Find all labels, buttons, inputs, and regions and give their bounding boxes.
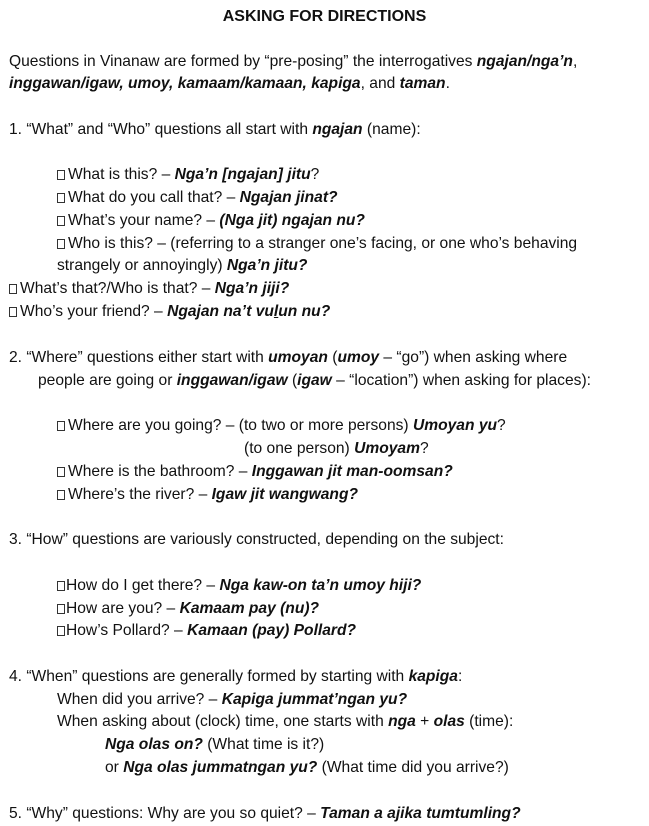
heading-text: 2. “Where” questions either start with [9, 349, 269, 366]
interrogative-kapiga: kapiga [311, 75, 361, 92]
section-1-heading [9, 120, 421, 140]
intro-punct: , [572, 53, 578, 70]
list-item [57, 165, 319, 185]
heading-text: people are going or [38, 372, 177, 389]
answer-vinanaw: Nga’n [ngajan] jitu [174, 166, 311, 183]
bullet-box-icon [9, 307, 17, 317]
answer-vinanaw: Nga’n jitu? [226, 257, 308, 274]
question-english: Who is this? – (referring to a stranger one’s facing, or one who’s behaving [68, 235, 578, 252]
example-line [105, 758, 509, 778]
answer-vinanaw: Kamaan (pay) Pollard? [187, 622, 357, 639]
question-english: How do I get there? – [66, 577, 220, 594]
answer-vinanaw: Nga’n jiji? [214, 280, 290, 297]
heading-text: ( [287, 372, 298, 389]
list-item-continuation [57, 256, 307, 276]
question-english: How are you? – [66, 600, 180, 617]
translation-text: (What time is it?) [202, 736, 325, 753]
question-english: What is this? – [68, 166, 175, 183]
explanation-text: When asking about (clock) time, one starts with [57, 713, 389, 730]
question-english: Where are you going? – (to two or more persons) [68, 417, 413, 434]
list-item [57, 621, 356, 641]
keyword-nga: nga [388, 713, 416, 730]
list-item [57, 576, 421, 596]
list-item [57, 485, 358, 505]
heading-keyword: igaw [297, 372, 332, 389]
intro-punct: , [169, 75, 178, 92]
answer-vinanaw: Nga olas on? [105, 736, 203, 753]
answer-vinanaw: Inggawan jit man-oomsan? [251, 463, 453, 480]
section-3-heading [9, 530, 504, 550]
or-text: or [105, 759, 124, 776]
answer-vinanaw: Nga kaw-on ta’n umoy hiji? [219, 577, 422, 594]
section-2-heading-cont [38, 371, 591, 391]
bullet-box-icon [57, 421, 65, 431]
heading-text: (name): [362, 121, 421, 138]
heading-keyword: umoyan [268, 349, 328, 366]
list-item [57, 211, 365, 231]
section-2-heading [9, 348, 567, 368]
answer-vinanaw: Umoyam [354, 440, 420, 457]
interrogative-ngajan: ngajan/nga’n [476, 53, 573, 70]
bullet-box-icon [57, 216, 65, 226]
list-item [57, 599, 319, 619]
question-english: (to one person) [244, 440, 355, 457]
list-item-continuation [244, 439, 429, 459]
intro-punct: , [302, 75, 312, 92]
section-4-heading [9, 667, 462, 687]
question-english: When did you arrive? – [57, 691, 222, 708]
answer-vinanaw: Umoyan yu [412, 417, 498, 434]
answer-vinanaw: (Nga jit) ngajan nu? [219, 212, 365, 229]
interrogative-umoy: umoy [128, 75, 170, 92]
question-english: What’s that?/Who is that? – [20, 280, 215, 297]
heading-text: 1. “What” and “Who” questions all start with [9, 121, 313, 138]
section-5-heading [9, 804, 521, 824]
answer-vinanaw: Nga olas jummatngan yu? [123, 759, 318, 776]
answer-vinanaw: Kapiga jummat’ngan yu? [221, 691, 408, 708]
question-english: What’s your name? – [68, 212, 220, 229]
heading-text: ( [327, 349, 338, 366]
explanation-text: (time): [464, 713, 514, 730]
intro-text: Questions in Vinanaw are formed by “pre-posing” the interrogatives [9, 53, 477, 70]
interrogative-inggawan: inggawan/igaw [9, 75, 120, 92]
answer-vinanaw: Igaw jit wangwang? [211, 486, 359, 503]
question-end: ? [310, 166, 320, 183]
bullet-box-icon [57, 490, 65, 500]
answer-part: un nu? [278, 303, 331, 320]
heading-text: – “location”) when asking for places): [331, 372, 591, 389]
bullet-box-icon [57, 626, 65, 636]
heading-keyword: kapiga [408, 668, 458, 685]
heading-keyword: ngajan [312, 121, 363, 138]
translation-text: (What time did you arrive?) [317, 759, 509, 776]
page-title: ASKING FOR DIRECTIONS [222, 8, 427, 25]
heading-keyword: inggawan/igaw [176, 372, 288, 389]
answer-vinanaw: Taman a ajika tumtumling? [320, 805, 521, 822]
heading-text: – “go”) when asking where [379, 349, 568, 366]
answer-vinanaw: Kamaam pay (nu)? [179, 600, 320, 617]
heading-text: 5. “Why” questions: Why are you so quiet? – [9, 805, 321, 822]
intro-line-1 [9, 52, 577, 72]
intro-punct: , [119, 75, 128, 92]
answer-part-underlined: l [273, 303, 279, 320]
answer-vinanaw [167, 303, 330, 320]
example-line [105, 735, 324, 755]
heading-text: 4. “When” questions are generally formed by starting with [9, 668, 409, 685]
question-english: Where’s the river? – [68, 486, 212, 503]
question-end: ? [419, 440, 429, 457]
question-english: Who’s your friend? – [20, 303, 168, 320]
list-item [57, 234, 577, 254]
question-english: How’s Pollard? – [66, 622, 188, 639]
heading-text: 3. “How” questions are variously constructed, depending on the subject: [9, 531, 504, 548]
intro-punct: . [445, 75, 450, 92]
bullet-box-icon [9, 284, 17, 294]
question-english: strangely or annoyingly) [57, 257, 227, 274]
list-item [57, 416, 506, 436]
bullet-box-icon [57, 239, 65, 249]
question-english: Where is the bathroom? – [68, 463, 252, 480]
heading-text: : [457, 668, 463, 685]
example-line [57, 690, 407, 710]
list-item [9, 279, 289, 299]
list-item [57, 462, 453, 482]
bullet-box-icon [57, 170, 65, 180]
intro-line-2 [9, 74, 450, 94]
list-item [9, 302, 330, 322]
interrogative-kamaam: kamaam/kamaan [177, 75, 303, 92]
list-item [57, 188, 338, 208]
bullet-box-icon [57, 193, 65, 203]
keyword-olas: olas [433, 713, 465, 730]
bullet-box-icon [57, 604, 65, 614]
answer-part: Ngajan na’t vu [167, 303, 274, 320]
question-english: What do you call that? – [68, 189, 240, 206]
heading-keyword: umoy [337, 349, 380, 366]
answer-vinanaw: Ngajan jinat? [239, 189, 338, 206]
question-end: ? [497, 417, 506, 434]
intro-text: , and [360, 75, 400, 92]
example-line [57, 712, 513, 732]
plus-sign: + [415, 713, 434, 730]
bullet-box-icon [57, 581, 65, 591]
interrogative-taman: taman [399, 75, 446, 92]
bullet-box-icon [57, 467, 65, 477]
